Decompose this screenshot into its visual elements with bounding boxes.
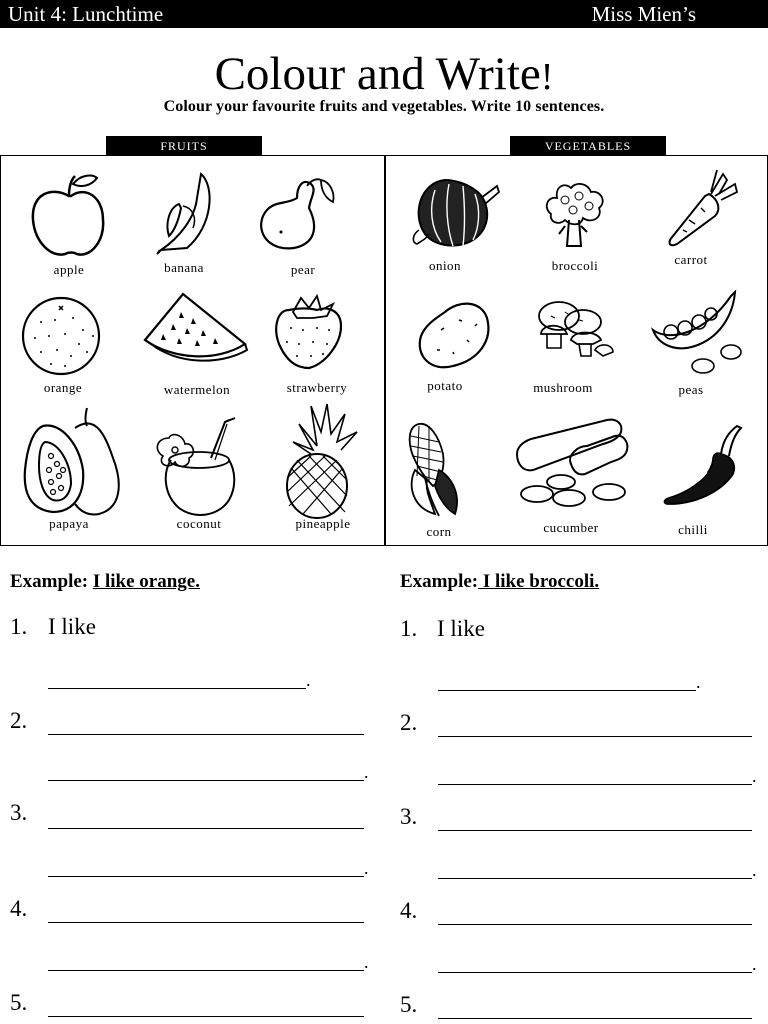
answer-blank[interactable] — [48, 780, 364, 781]
period: . — [752, 954, 757, 974]
instructions: Colour your favourite fruits and vegetables. Write 10 sentences. — [163, 98, 605, 115]
starter-text: I like — [48, 614, 96, 639]
papaya-icon — [13, 404, 133, 522]
line-number: 1. — [400, 616, 418, 641]
broccoli-icon — [521, 168, 641, 263]
chilli-icon — [641, 420, 761, 515]
vegetable-corn[interactable] — [395, 416, 515, 539]
example-prefix: Example: — [400, 571, 479, 592]
apple-icon — [11, 168, 131, 263]
vegetable-carrot[interactable] — [639, 166, 759, 286]
answer-blank[interactable] — [48, 970, 364, 971]
answer-blank[interactable] — [48, 828, 364, 829]
fruit-apple[interactable] — [11, 168, 131, 288]
banana-icon — [131, 168, 251, 263]
period: . — [696, 672, 701, 692]
vegetable-peas[interactable] — [639, 286, 759, 406]
answer-blank[interactable] — [438, 784, 752, 785]
fruit-label: papaya — [49, 516, 89, 531]
page-title — [0, 46, 768, 105]
answer-blank[interactable] — [438, 878, 752, 879]
watermelon-icon — [137, 288, 257, 383]
mushroom-icon — [517, 292, 637, 387]
fruit-coconut[interactable] — [139, 408, 259, 531]
answer-blank[interactable] — [438, 1018, 752, 1019]
fruits-panel — [0, 155, 386, 546]
fruit-pineapple[interactable] — [261, 402, 381, 531]
unit-title: Unit 4: Lunchtime — [8, 2, 164, 26]
answer-blank[interactable] — [438, 736, 752, 737]
vegetable-onion[interactable] — [401, 168, 521, 288]
period: . — [364, 952, 369, 972]
example-right — [400, 571, 599, 593]
example-prefix: Example: — [10, 571, 89, 592]
fruit-label: pear — [290, 262, 316, 277]
line-number: 4. — [10, 896, 28, 921]
orange-icon — [11, 288, 131, 383]
fruit-label: pineapple — [295, 516, 351, 531]
fruit-strawberry[interactable] — [257, 288, 377, 408]
vegetable-label: carrot — [674, 252, 708, 267]
starter-text: I like — [437, 616, 485, 641]
answer-blank[interactable] — [48, 688, 306, 689]
fruit-label: apple — [53, 262, 85, 277]
answer-blank[interactable] — [48, 876, 364, 877]
coconut-icon — [139, 408, 259, 518]
header-bar — [0, 0, 768, 28]
vegetable-cucumber[interactable] — [507, 416, 627, 536]
vegetable-label: mushroom — [533, 380, 593, 395]
title-mark: ! — [540, 56, 554, 98]
period: . — [752, 860, 757, 880]
corn-icon — [395, 416, 515, 526]
line-number: 2. — [400, 710, 418, 735]
vegetable-label: onion — [428, 258, 462, 273]
fruit-label: watermelon — [163, 382, 231, 397]
vegetables-tab-label: VEGETABLES — [510, 136, 666, 156]
answer-blank[interactable] — [438, 972, 752, 973]
pineapple-icon — [261, 402, 381, 520]
potato-icon — [401, 290, 521, 385]
fruit-label: strawberry — [286, 380, 348, 395]
answer-blank[interactable] — [48, 922, 364, 923]
line-number: 3. — [10, 800, 28, 825]
period: . — [752, 766, 757, 786]
period: . — [364, 858, 369, 878]
line-number: 3. — [400, 804, 418, 829]
vegetable-chilli[interactable] — [641, 420, 761, 540]
peas-icon — [639, 286, 759, 381]
line-number: 2. — [10, 708, 28, 733]
fruit-orange[interactable] — [11, 288, 131, 408]
fruit-watermelon[interactable] — [137, 288, 257, 408]
answer-blank[interactable] — [438, 924, 752, 925]
fruit-label: orange — [43, 380, 83, 395]
line-number: 1. — [10, 614, 28, 639]
vegetable-label: peas — [678, 382, 704, 397]
pear-icon — [251, 168, 371, 263]
fruit-papaya[interactable] — [13, 404, 133, 531]
fruit-pear[interactable] — [251, 168, 371, 288]
title-text: Colour and Write — [214, 48, 541, 100]
period: . — [306, 670, 311, 690]
onion-icon — [401, 168, 521, 263]
vegetable-label: potato — [427, 378, 463, 393]
line-number: 5. — [400, 992, 418, 1017]
vegetable-label: broccoli — [551, 258, 599, 273]
answer-blank[interactable] — [438, 690, 696, 691]
vegetable-broccoli[interactable] — [521, 168, 641, 288]
line-number: 5. — [10, 990, 28, 1015]
fruit-label: coconut — [176, 516, 222, 531]
vegetable-mushroom[interactable] — [517, 292, 637, 412]
answer-blank[interactable] — [48, 734, 364, 735]
vegetable-label: chilli — [678, 522, 708, 537]
strawberry-icon — [257, 288, 377, 383]
vegetables-panel — [384, 155, 768, 546]
fruits-tab-label: FRUITS — [106, 136, 262, 156]
carrot-icon — [639, 166, 759, 261]
teacher-name: Miss Mien’s — [591, 2, 696, 26]
answer-blank[interactable] — [438, 830, 752, 831]
fruit-label: banana — [164, 260, 204, 275]
fruit-banana[interactable] — [131, 168, 251, 288]
vegetable-label: cucumber — [543, 520, 599, 535]
line-number: 4. — [400, 898, 418, 923]
period: . — [364, 762, 369, 782]
cucumber-icon — [507, 416, 637, 516]
answer-blank[interactable] — [48, 1016, 364, 1017]
example-sentence: I like orange. — [92, 571, 200, 592]
example-left — [10, 571, 200, 593]
example-sentence: I like broccoli. — [478, 571, 600, 592]
vegetable-label: corn — [426, 524, 452, 539]
